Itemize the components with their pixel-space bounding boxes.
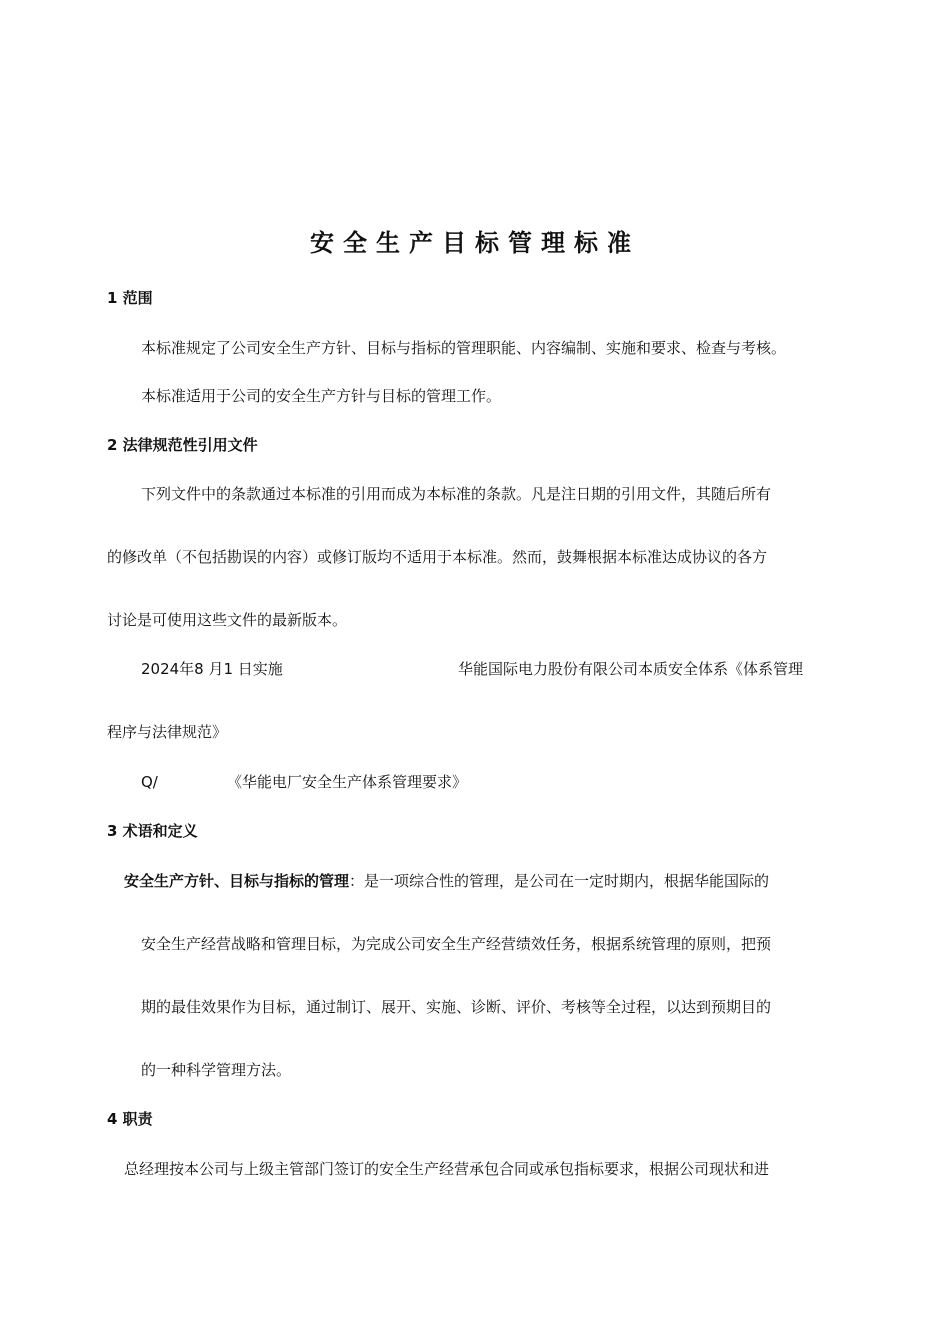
section-2-paragraph-line-1: 下列文件中的条款通过本标准的引用而成为本标准的条款。凡是注日期的引用文件，其随后所有 [141,485,772,503]
section-2-paragraph-line-2: 的修改单（不包括勘误的内容）或修订版均不适用于本标准。然而，鼓舞根据本标准达成协议的各方 [107,548,768,566]
definition-text-start: ：是一项综合性的管理，是公司在一定时期内，根据华能国际的 [349,872,770,890]
section-4-paragraph-line-1: 总经理按本公司与上级主管部门签订的安全生产经营承包合同或承包指标要求，根据公司现状和进 [124,1160,770,1178]
reference-1-date: 2024年8 月1 日实施 [141,660,283,678]
definition-line-4: 的一种科学管理方法。 [141,1061,292,1079]
document-title: 安全生产目标管理标准 [310,229,640,257]
reference-2-code: Q/ [141,773,158,791]
reference-1-document-line-2: 程序与法律规范》 [107,723,228,741]
definition-term: 安全生产方针、目标与指标的管理 [124,872,350,890]
definition-line-3: 期的最佳效果作为目标，通过制订、展开、实施、诊断、评价、考核等全过程，以达到预期目的 [141,998,772,1016]
section-2-paragraph-line-3: 讨论是可使用这些文件的最新版本。 [107,611,348,629]
section-2-heading: 2 法律规范性引用文件 [107,436,258,454]
reference-1-document-line-1: 华能国际电力股份有限公司本质安全体系《体系管理 [458,660,804,678]
section-3-heading: 3 术语和定义 [107,822,198,840]
reference-2-document: 《华能电厂安全生产体系管理要求》 [227,773,468,791]
section-1-heading: 1 范围 [107,289,153,307]
section-4-heading: 4 职责 [107,1110,153,1128]
section-1-paragraph-2: 本标准适用于公司的安全生产方针与目标的管理工作。 [141,387,502,405]
section-1-paragraph-1: 本标准规定了公司安全生产方针、目标与指标的管理职能、内容编制、实施和要求、检查与考核。 [141,339,787,357]
definition-line-2: 安全生产经营战略和管理目标，为完成公司安全生产经营绩效任务，根据系统管理的原则，把预 [141,935,772,953]
definition-line-1 [124,871,769,891]
